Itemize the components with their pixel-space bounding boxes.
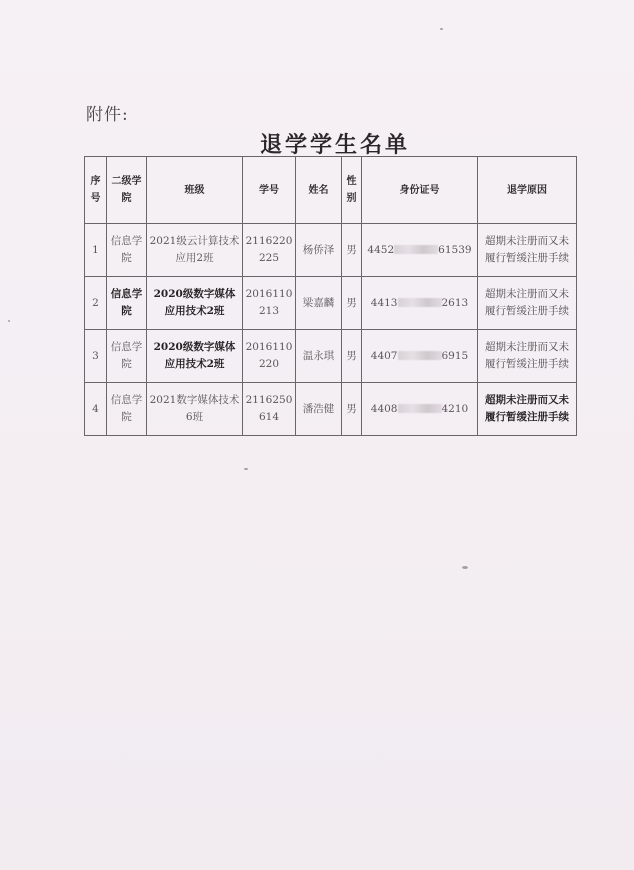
id-suffix: 4210 [441,402,469,415]
cell-college: 信息学院 [107,277,147,330]
cell-reason: 超期未注册而又未履行暂缓注册手续 [478,330,577,383]
cell-name: 梁嘉麟 [296,277,342,330]
cell-student-id: 2116250614 [243,383,296,436]
redacted-digits [398,404,442,413]
cell-seq: 4 [85,383,107,436]
table-row [85,224,577,277]
document-title: 退学学生名单 [259,132,410,158]
cell-reason: 超期未注册而又未履行暂缓注册手续 [478,224,577,277]
scan-speck [440,28,443,30]
header-student-id: 学号 [243,157,296,224]
cell-id-card [362,330,478,383]
header-name: 姓名 [296,157,342,224]
cell-gender: 男 [342,383,362,436]
withdrawal-table [84,156,577,436]
id-prefix: 4408 [370,402,398,415]
cell-student-id: 2016110213 [243,277,296,330]
id-prefix: 4452 [367,243,395,256]
cell-name: 杨侨泽 [296,224,342,277]
cell-seq: 1 [85,224,107,277]
cell-class: 2020级数字媒体应用技术2班 [147,330,243,383]
cell-gender: 男 [342,330,362,383]
redacted-digits [394,245,438,254]
header-seq: 序号 [85,157,107,224]
table-header-row [85,157,577,224]
id-prefix: 4413 [370,296,398,309]
cell-class: 2020级数字媒体应用技术2班 [147,277,243,330]
cell-id-card [362,383,478,436]
scan-speck [244,468,248,470]
cell-name: 温永琪 [296,330,342,383]
attachment-label: 附件: [86,105,129,125]
cell-college: 信息学院 [107,224,147,277]
cell-student-id: 2116220225 [243,224,296,277]
header-id-card: 身份证号 [362,157,478,224]
cell-student-id: 2016110220 [243,330,296,383]
header-gender: 性别 [342,157,362,224]
cell-gender: 男 [342,224,362,277]
scan-speck [462,566,468,569]
cell-reason: 超期未注册而又未履行暂缓注册手续 [478,383,577,436]
table-row [85,277,577,330]
id-suffix: 6915 [441,349,469,362]
cell-reason: 超期未注册而又未履行暂缓注册手续 [478,277,577,330]
cell-seq: 2 [85,277,107,330]
redacted-digits [398,298,442,307]
scan-speck [8,320,10,322]
cell-seq: 3 [85,330,107,383]
cell-college: 信息学院 [107,330,147,383]
header-reason: 退学原因 [478,157,577,224]
id-suffix: 61539 [438,243,472,256]
cell-id-card [362,277,478,330]
cell-id-card [362,224,478,277]
id-prefix: 4407 [370,349,398,362]
cell-class: 2021级云计算技术应用2班 [147,224,243,277]
header-college: 二级学院 [107,157,147,224]
header-class: 班级 [147,157,243,224]
table-row [85,383,577,436]
cell-class: 2021数字媒体技术6班 [147,383,243,436]
cell-college: 信息学院 [107,383,147,436]
table-row [85,330,577,383]
cell-name: 潘浩健 [296,383,342,436]
id-suffix: 2613 [441,296,469,309]
cell-gender: 男 [342,277,362,330]
redacted-digits [398,351,442,360]
